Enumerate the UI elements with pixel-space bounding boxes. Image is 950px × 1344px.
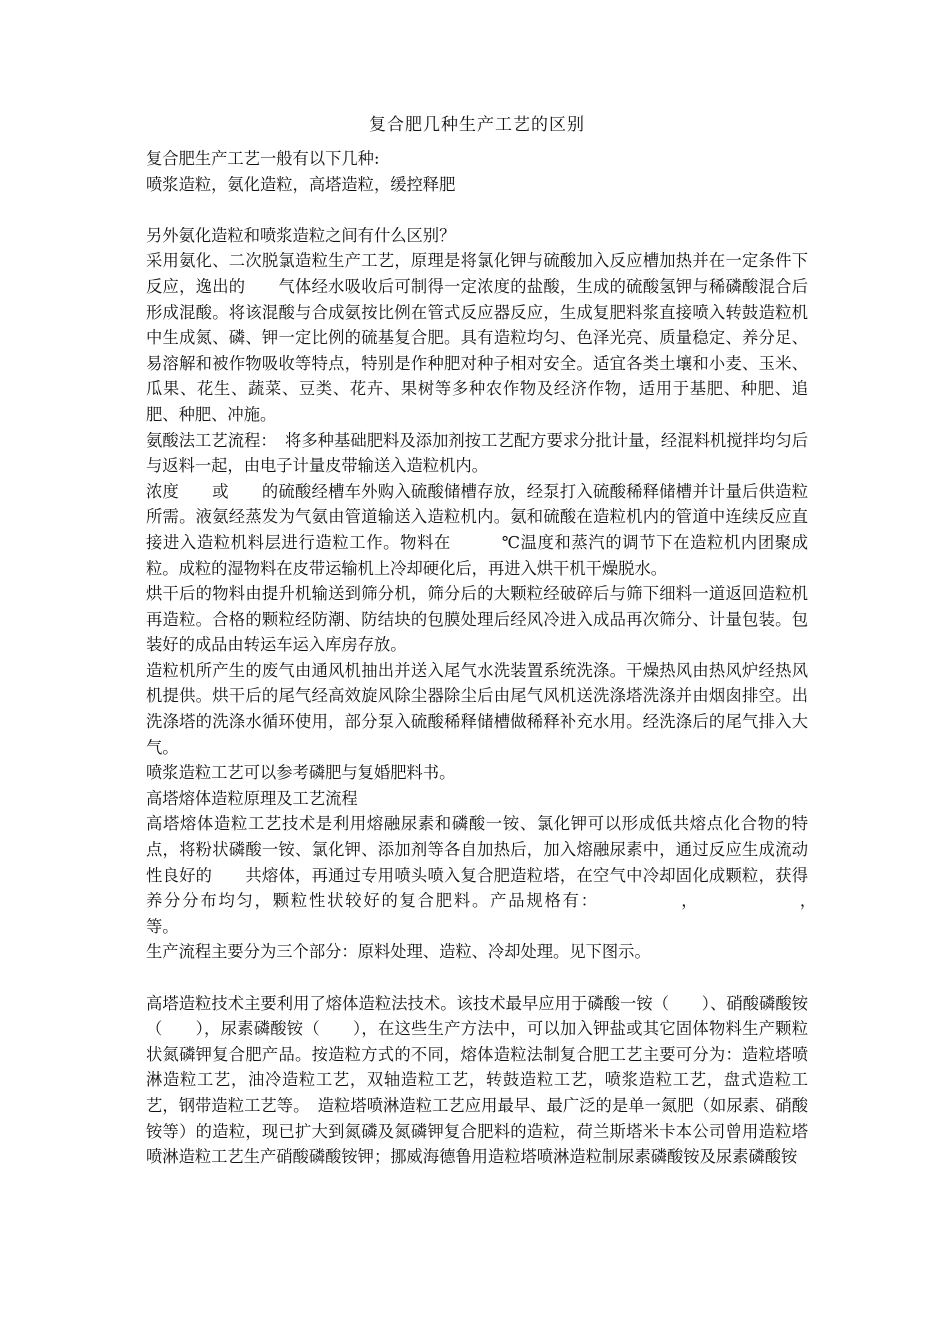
paragraph-spray-reference: 喷浆造粒工艺可以参考磷肥与复婚肥料书。 bbox=[146, 763, 456, 783]
paragraph-question: 另外氨化造粒和喷浆造粒之间有什么区别？ bbox=[146, 225, 456, 245]
paragraph-tower-heading: 高塔熔体造粒原理及工艺流程 bbox=[146, 788, 358, 808]
paragraph-process-list: 喷浆造粒，氨化造粒，高塔造粒，缓控释肥 bbox=[146, 174, 456, 194]
paragraph-production-flow: 生产流程主要分为三个部分：原料处理、造粒、冷却处理。见下图示。 bbox=[146, 942, 651, 962]
paragraph-process-list-intro: 复合肥生产工艺一般有以下几种: bbox=[146, 149, 380, 168]
paragraph-tower-technology: 高塔造粒技术主要利用了熔体造粒法技术。该技术最早应用于磷酸一铵（ ）、硝酸磷酸铵（ ），尿素磷酸铵（ ），在这些生产方法中，可以加入钾盐或其它固体物料生产颗粒状氮磷钾复合肥产品。按造粒方式的不同，熔体造粒法制复合肥工艺主要可分为：造粒塔喷淋造粒工艺，油冷造粒工艺，双轴造粒工艺，转鼓造粒工艺，喷浆造粒工艺，盘式造粒工艺，钢带造粒工艺等。 造粒塔喷淋造粒工艺应用最早、最广泛的是单一氮肥（如尿素、硝酸铵等）的造粒，现已扩大到氮磷及氮磷钾复合肥料的造粒，荷兰斯塔米卡本公司曾用造粒塔喷淋造粒工艺生产硝酸磷酸铵钾；挪威海德鲁用造粒塔喷淋造粒制尿素磷酸铵及尿素磷酸铵 bbox=[146, 993, 808, 1167]
paragraph-drying-screening: 烘干后的物料由提升机输送到筛分机，筛分后的大颗粒经破碎后与筛下细料一道返回造粒机再造粒。合格的颗粒经防潮、防结块的包膜处理后经风冷进入成品再次筛分、计量包装。包装好的成品由转运车运入库房存放。 bbox=[146, 584, 808, 655]
paragraph-ammoniation-principle: 采用氨化、二次脱氯造粒生产工艺，原理是将氯化钾与硫酸加入反应槽加热并在一定条件下反应，逸出的 气体经水吸收后可制得一定浓度的盐酸，生成的硫酸氢钾与稀磷酸混合后形成混酸。将该混酸与合成氨按比例在管式反应器反应，生成复肥料浆直接喷入转鼓造粒机中生成氮、磷、钾一定比例的硫基复合肥。具有造粒均匀、色泽光亮、质量稳定、养分足、易溶解和被作物吸收等特点，特别是作种肥对种子相对安全。适宜各类土壤和小麦、玉米、瓜果、花生、蔬菜、豆类、花卉、果树等多种农作物及经济作物，适用于基肥、种肥、追肥、种肥、冲施。 bbox=[146, 251, 808, 424]
blank-line bbox=[146, 197, 808, 223]
document-title: 复合肥几种生产工艺的区别 bbox=[369, 115, 585, 135]
blank-line bbox=[146, 965, 808, 991]
paragraph-exhaust-gas: 造粒机所产生的废气由通风机抽出并送入尾气水洗装置系统洗涤。干燥热风由热风炉经热风机提供。烘干后的尾气经高效旋风除尘器除尘后由尾气风机送洗涤塔洗涤并由烟囱排空。出洗涤塔的洗涤水循环使用，部分泵入硫酸稀释储槽做稀释补充水用。经洗涤后的尾气排入大气。 bbox=[146, 660, 808, 757]
paragraph-sulfuric-acid: 浓度 或 的硫酸经槽车外购入硫酸储槽存放，经泵打入硫酸稀释储槽并计量后供造粒所需。液氨经蒸发为气氨由管道输送入造粒机内。氨和硫酸在造粒机内的管道中连续反应直接进入造粒机料层进行造粒工作。物料在 ℃温度和蒸汽的调节下在造粒机内团聚成粒。成粒的湿物料在皮带运输机上冷却硬化后，再进入烘干机干燥脱水。 bbox=[146, 481, 808, 578]
paragraph-ammonia-acid-process: 氨酸法工艺流程： 将多种基础肥料及添加剂按工艺配方要求分批计量，经混料机搅拌均匀后与返料一起，由电子计量皮带输送入造粒机内。 bbox=[146, 430, 808, 476]
paragraph-tower-principle: 高塔熔体造粒工艺技术是利用熔融尿素和磷酸一铵、氯化钾可以形成低共熔点化合物的特点，将粉状磷酸一铵、氯化钾、添加剂等各自加热后，加入熔融尿素中，通过反应生成流动性良好的 共熔体，再通过专用喷头喷入复合肥造粒塔，在空气中冷却固化成颗粒，获得养分分布均匀，颗粒性状较好的复合肥料。产品规格有： ， ， 等。 bbox=[146, 814, 922, 936]
document-page bbox=[146, 112, 922, 1170]
